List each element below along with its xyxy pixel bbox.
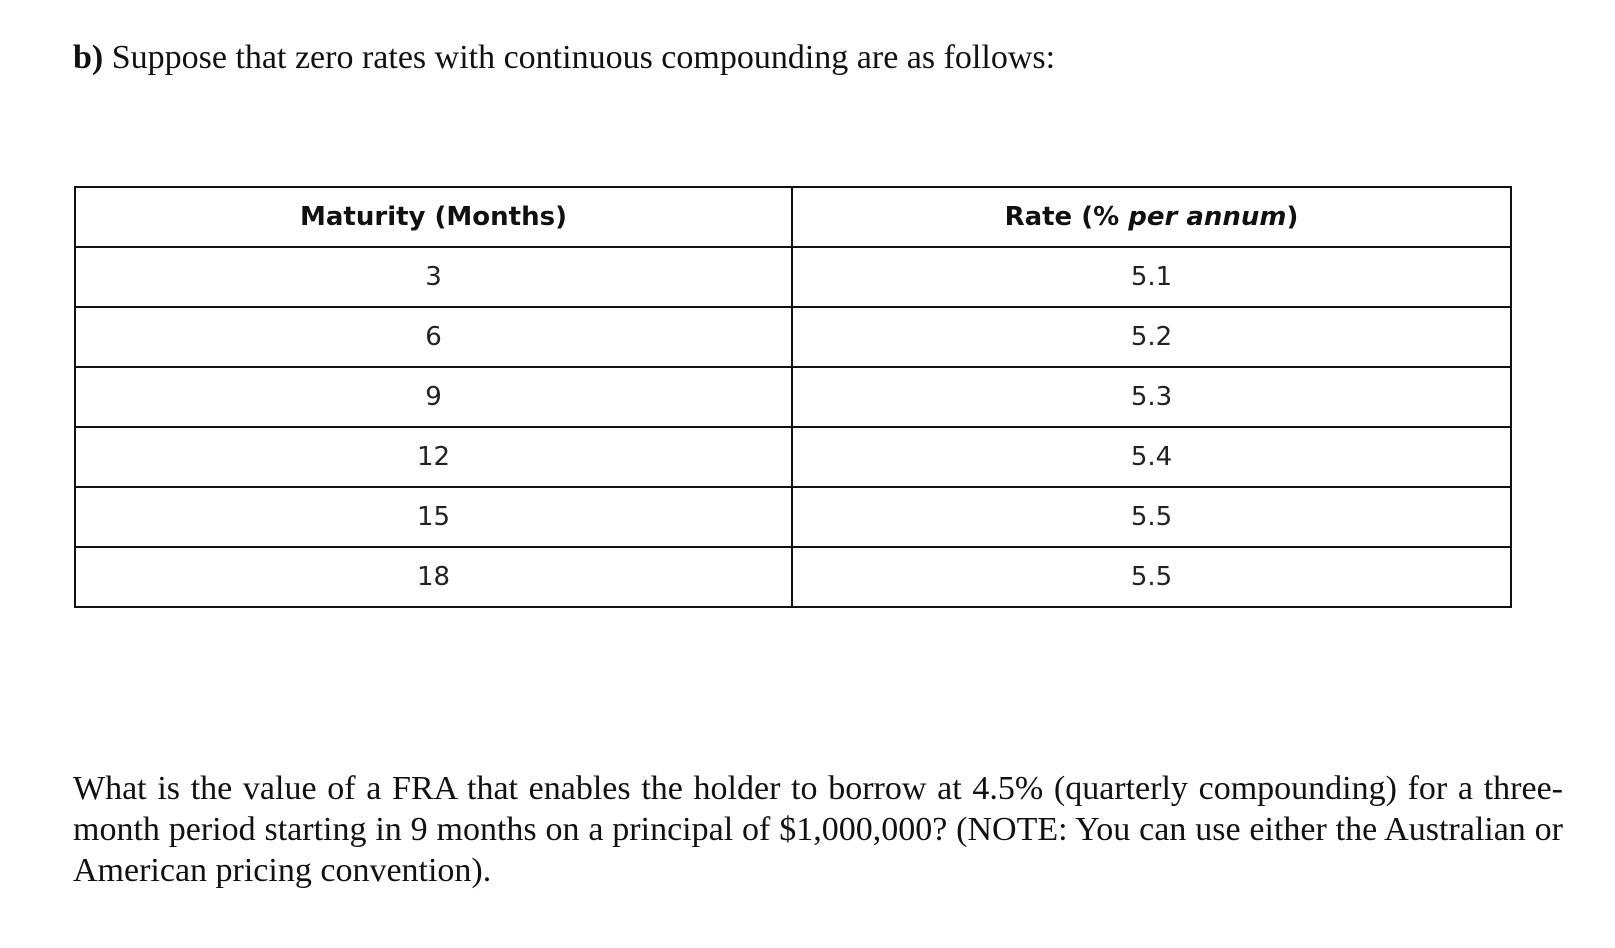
maturity-cell: 6 [75, 307, 792, 367]
rate-cell: 5.1 [792, 247, 1511, 307]
maturity-header: Maturity (Months) [75, 187, 792, 247]
table-row [75, 307, 1511, 367]
zero-rates-table [74, 186, 1512, 608]
table-header-row [75, 187, 1511, 247]
rate-cell: 5.3 [792, 367, 1511, 427]
intro-text [73, 38, 1055, 79]
rate-cell: 5.4 [792, 427, 1511, 487]
rate-cell: 5.2 [792, 307, 1511, 367]
rate-cell: 5.5 [792, 487, 1511, 547]
maturity-cell: 9 [75, 367, 792, 427]
table-row [75, 247, 1511, 307]
rate-cell: 5.5 [792, 547, 1511, 607]
rate-header-italic: per annum [1128, 202, 1287, 232]
maturity-cell: 12 [75, 427, 792, 487]
table-row [75, 367, 1511, 427]
intro-sentence: Suppose that zero rates with continuous compounding are as follows: [111, 39, 1056, 76]
rate-header-suffix: ) [1286, 202, 1299, 232]
maturity-cell: 15 [75, 487, 792, 547]
maturity-cell: 18 [75, 547, 792, 607]
part-label: b) [73, 39, 104, 76]
table-row [75, 487, 1511, 547]
rate-header-prefix: Rate (% [1004, 202, 1129, 232]
table-row [75, 547, 1511, 607]
question-text: What is the value of a FRA that enables the holder to borrow at 4.5% (quarterly compounding) for a three-month period starting in 9 months on a principal of $1,000,000? (NOTE: You can use either the Australian or American pricing convention). [73, 770, 1563, 889]
rate-header [792, 187, 1511, 247]
table-row [75, 427, 1511, 487]
maturity-cell: 3 [75, 247, 792, 307]
